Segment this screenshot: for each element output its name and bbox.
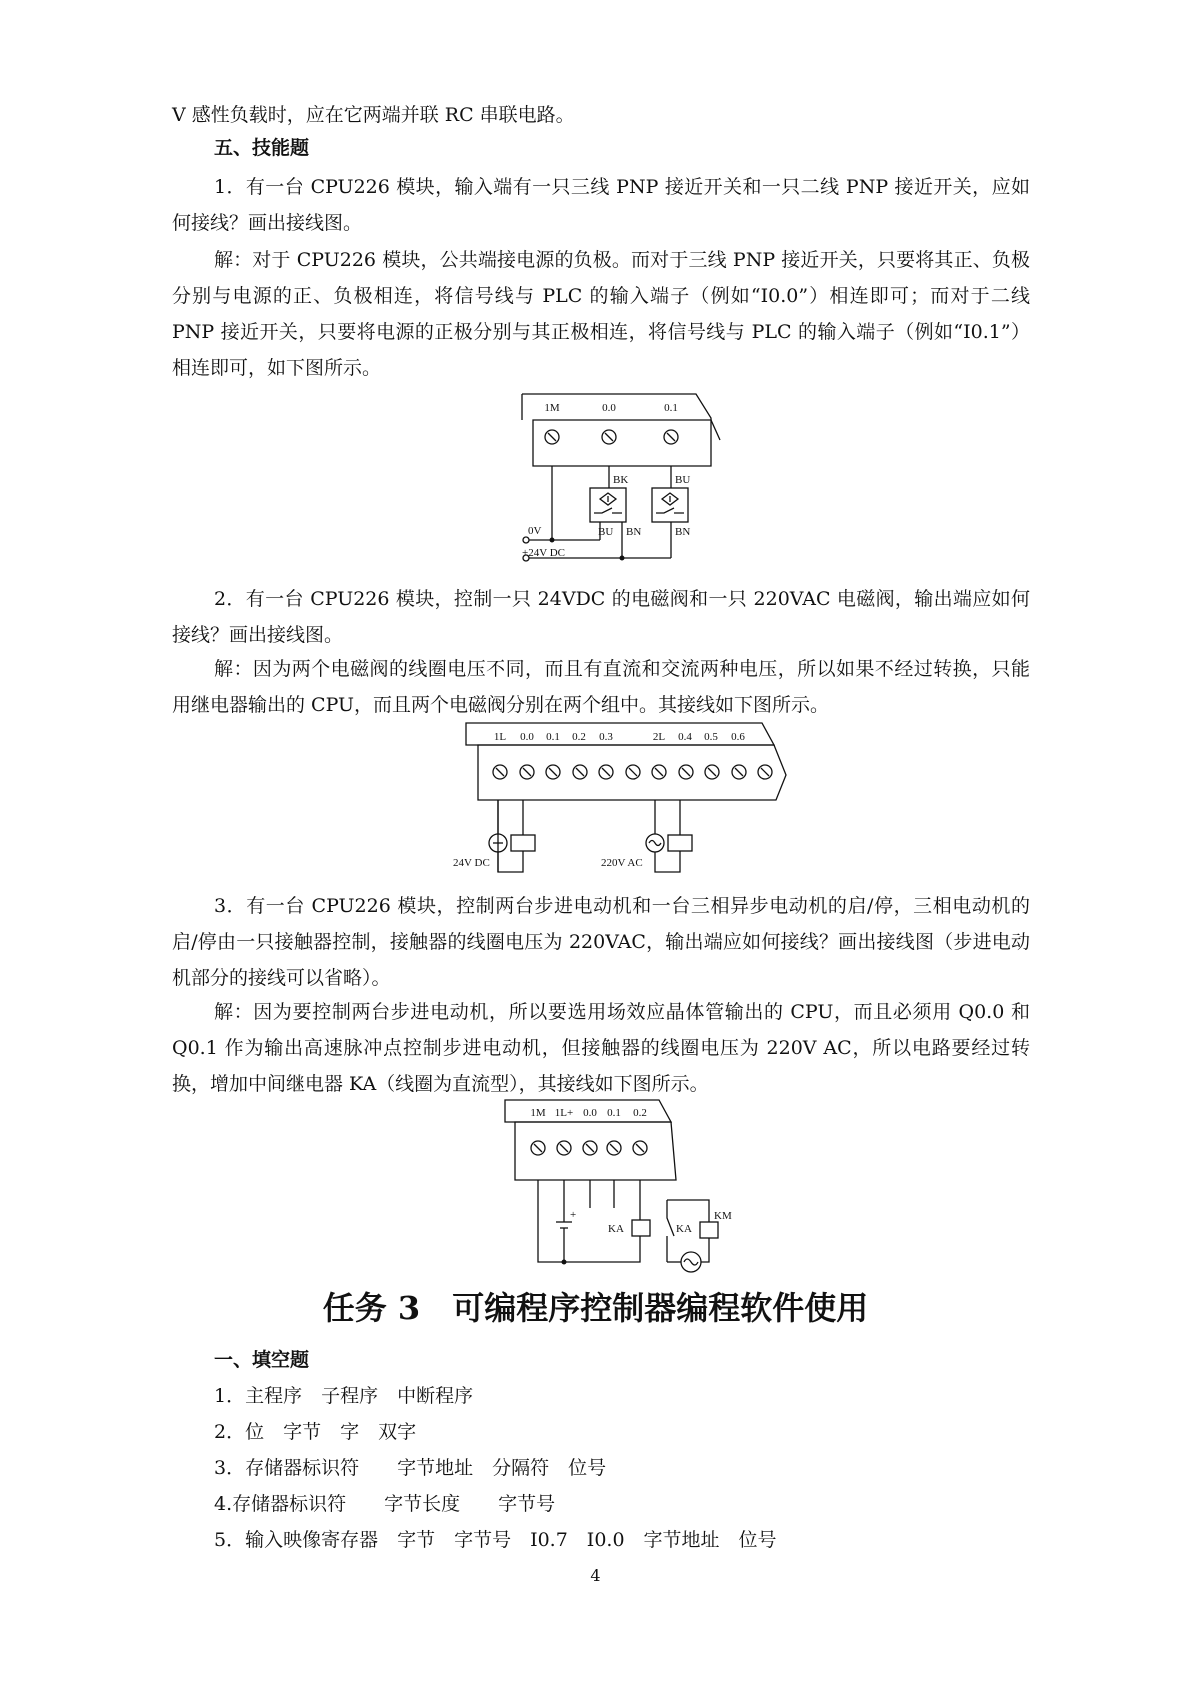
- question-2: 2．有一台 CPU226 模块，控制一只 24VDC 的电磁阀和一只 220VAC 电磁阀，输出端应如何接线？画出接线图。: [172, 588, 1030, 646]
- fig1-label-0v: 0V: [528, 525, 542, 537]
- fig3-ac-source: [681, 1252, 701, 1272]
- fig2-label-1l: 1L: [493, 731, 507, 743]
- fig1-label-q01: 0.1: [664, 402, 678, 414]
- answer-3: 解：因为要控制两台步进电动机，所以要选用场效应晶体管输出的 CPU，而且必须用 Q0.0 和 Q0.1 作为输出高速脉冲点控制步进电动机，但接触器的线圈电压为 220V AC，所以电路要经过转换，增加中间继电器 KA（线圈为直流型），其接线如下图所示。: [172, 1001, 1030, 1095]
- page-number: 4: [590, 1566, 601, 1585]
- section-heading-skills: 五、技能题: [214, 137, 310, 159]
- fig1-terminal-1m: [545, 430, 559, 444]
- question-1: 1．有一台 CPU226 模块，输入端有一只三线 PNP 接近开关和一只二线 PNP 接近开关，应如何接线？画出接线图。: [172, 176, 1030, 234]
- fig3-label-ka-coil: KA: [608, 1223, 624, 1235]
- fig2-ac-source: [646, 834, 664, 852]
- fig3-dc-battery: [556, 1222, 572, 1228]
- fig2-label-q01: 0.1: [546, 731, 560, 743]
- fig2-label-q05: 0.5: [704, 731, 718, 743]
- fig1-terminal-01: [664, 430, 678, 444]
- fig1-terminal-0v: [523, 537, 529, 543]
- fig3-ka-contact: [667, 1200, 674, 1262]
- fig2-terminal-row: [493, 765, 772, 779]
- question-3: 3．有一台 CPU226 模块，控制两台步进电动机和一台三相异步电动机的启/停，三相电动机的启/停由一只接触器控制，接触器的线圈电压为 220VAC，输出端应如何接线？画出接线图（步进电动机部分的接线可以省略）。: [172, 895, 1030, 989]
- answer-item-1: 1．主程序 子程序 中断程序: [214, 1385, 474, 1407]
- fig1-sensor1-bu: BU: [598, 526, 614, 538]
- fig2-valve-coil-dc: [511, 835, 535, 851]
- fig2-label-q02: 0.2: [572, 731, 586, 743]
- fig3-label-q02: 0.2: [633, 1107, 647, 1119]
- fig1-sensor1-bn: BN: [626, 526, 642, 538]
- fig2-valve-coil-ac: [668, 835, 692, 851]
- fig2-label-220vac: 220V AC: [601, 857, 643, 869]
- fig3-label-ka-contact: KA: [676, 1223, 692, 1235]
- answer-item-4: 4.存储器标识符 字节长度 字节号: [214, 1493, 556, 1515]
- fig1-label-24vdc: +24V DC: [522, 547, 565, 559]
- answer-1: 解：对于 CPU226 模块，公共端接电源的负极。而对于三线 PNP 接近开关，只要将其正、负极分别与电源的正、负极相连，将信号线与 PLC 的输入端子（例如“I0.0”）相连即可；而对于二线 PNP 接近开关，只要将电源的正极分别与其正极相连，将信号线与 PLC 的输入端子（例如“I0.1”）相连即可，如下图所示。: [172, 249, 1030, 379]
- fig2-label-q06: 0.6: [731, 731, 745, 743]
- fig3-ka-coil: [632, 1220, 650, 1236]
- fig2-label-q03: 0.3: [599, 731, 613, 743]
- fig2-label-q04: 0.4: [678, 731, 692, 743]
- fig1-proximity-switch-2wire: [652, 488, 688, 522]
- answer-item-5: 5．输入映像寄存器 字节 字节号 I0.7 I0.0 字节地址 位号: [214, 1529, 777, 1551]
- fig1-terminal-00: [602, 430, 616, 444]
- fig3-label-q00: 0.0: [583, 1107, 597, 1119]
- fig3-label-q01: 0.1: [607, 1107, 621, 1119]
- fig2-label-2l: 2L: [652, 731, 666, 743]
- fig1-proximity-switch-3wire: [590, 488, 626, 522]
- fig1-label-1m: 1M: [544, 402, 560, 414]
- section-heading-fill-blank: 一、填空题: [214, 1349, 310, 1371]
- fig1-sensor2-bu: BU: [675, 474, 691, 486]
- fig3-terminal-row: [531, 1141, 647, 1155]
- answer-2: 解：因为两个电磁阀的线圈电压不同，而且有直流和交流两种电压，所以如果不经过转换，只能用继电器输出的 CPU，而且两个电磁阀分别在两个组中。其接线如下图所示。: [172, 658, 1030, 716]
- answer-item-2: 2．位 字节 字 双字: [214, 1421, 417, 1443]
- fig3-plus-sign: +: [570, 1209, 577, 1221]
- task-title: 任务 3 可编程序控制器编程软件使用: [322, 1289, 869, 1327]
- fig3-label-1m: 1M: [530, 1107, 546, 1119]
- fig1-sensor1-bk: BK: [613, 474, 629, 486]
- fig1-label-q00: 0.0: [602, 402, 616, 414]
- fig2-label-q00: 0.0: [520, 731, 534, 743]
- answer-item-3: 3．存储器标识符 字节地址 分隔符 位号: [214, 1457, 607, 1479]
- fig1-sensor2-bn: BN: [675, 526, 691, 538]
- fig2-label-24vdc: 24V DC: [453, 857, 490, 869]
- paragraph-continuation: V 感性负载时，应在它两端并联 RC 串联电路。: [172, 104, 575, 126]
- fig3-label-1lplus: 1L+: [554, 1107, 574, 1119]
- fig3-label-km: KM: [714, 1210, 732, 1222]
- fig3-km-coil: [700, 1222, 718, 1238]
